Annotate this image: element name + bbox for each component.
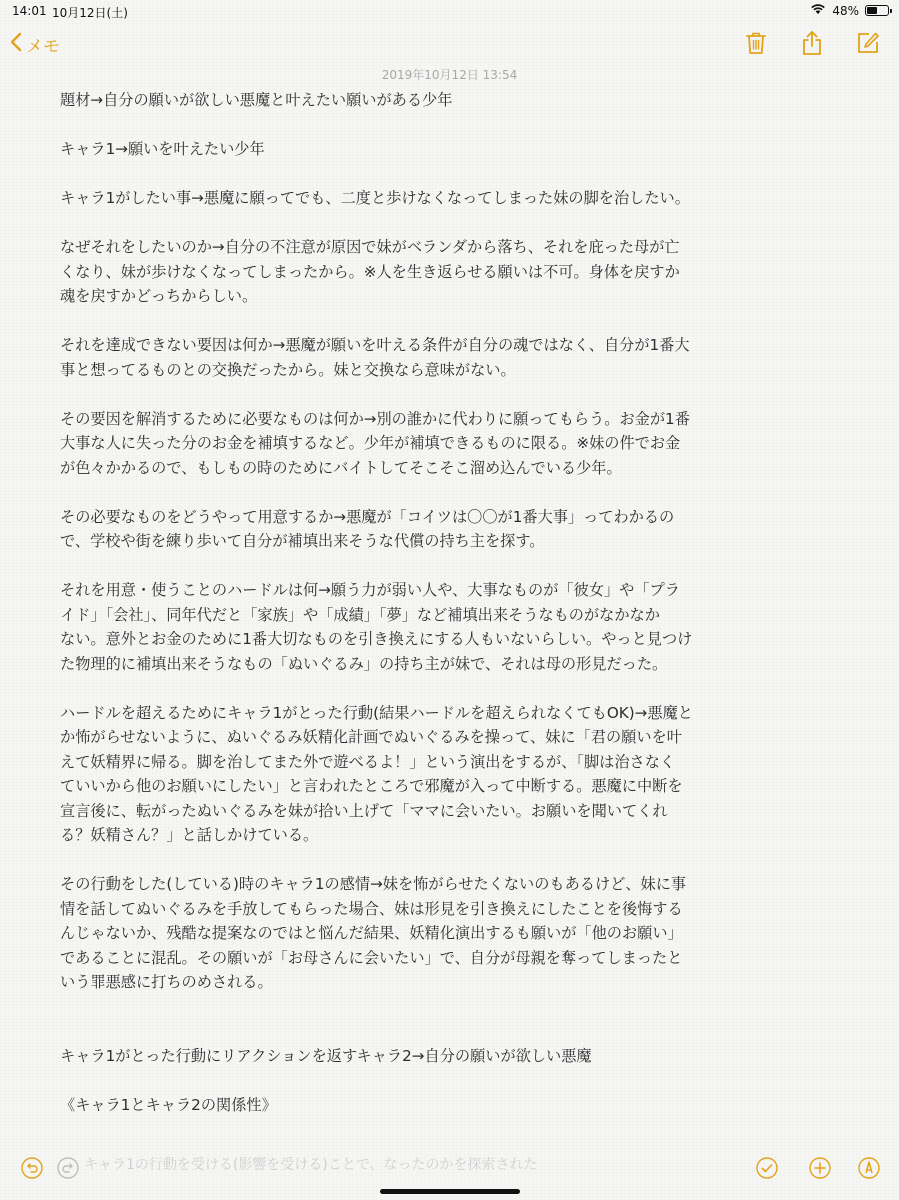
note-paragraph: ハードルを超えるためにキャラ1がとった行動(結果ハードルを超えられなくてもOK)→悪魔と か怖がらせないように、ぬいぐるみ妖精化計画でぬいぐるみを操って、妹に「君の願いを叶 えて妖精界に帰る。脚を治してまた外で遊べるよ！」という演出をするが、「脚は治さなく ていいから他のお願いにしたい」と言われたところで邪魔が入って中断する。悪魔に中断を 宣言後に、転がったぬいぐるみを妹が拾い上げて「ママに会いたい。お願いを聞いてくれ る？妖精さん？」と話しかけている。 bbox=[60, 703, 693, 844]
note-timestamp: 2019年10月12日 13:54 bbox=[381, 68, 518, 82]
battery-icon bbox=[865, 5, 889, 16]
note-paragraph: その行動をした(している)時のキャラ1の感情→妹を怖がらせたくないのもあるけど、妹に事 情を話してぬいぐるみを手放してもらった場合、妹は形見を引き換えにしたことを後悔する んじゃないか、残酷な提案なのではと悩んだ結果、妖精化演出するも願いが「他のお願い」 であることに混乱。その願いが「お母さんに会いたい」で、自分が母親を奪ってしまったと いう罪悪感に打ちのめされる。 bbox=[60, 875, 687, 991]
back-label: メモ bbox=[26, 37, 60, 57]
note-paragraph: その必要なものをどうやって用意するか→悪魔が「コイツは〇〇が1番大事」ってわかるの で、学校や街を練り歩いて自分が補填出来そうな代償の持ち主を探す。 bbox=[60, 507, 675, 550]
add-icon[interactable] bbox=[808, 1156, 832, 1180]
note-paragraph: キャラ1がしたい事→悪魔に願ってでも、二度と歩けなくなってしまった妹の脚を治したい。 bbox=[60, 189, 690, 207]
faded-note-line: キャラ1の行動を受ける(影響を受ける)ことで、なったのかを探索された bbox=[84, 1157, 538, 1173]
note-paragraph: それを達成できない要因は何か→悪魔が願いを叶える条件が自分の魂ではなく、自分が1番大 事と想ってるものとの交換だったから。妹と交換なら意味がない。 bbox=[60, 336, 690, 379]
checklist-icon[interactable] bbox=[755, 1156, 779, 1180]
note-paragraph: なぜそれをしたいのか→自分の不注意が原因で妹がベランダから落ち、それを庇った母が亡 くなり、妹が歩けなくなってしまったから。※人を生き返らせる願いは不可。身体を戻すか 魂を戻すかどっちからしい。 bbox=[60, 238, 680, 305]
chevron-left-icon bbox=[10, 32, 22, 57]
status-time: 14:01 bbox=[12, 4, 47, 18]
markup-pen-icon[interactable] bbox=[857, 1156, 881, 1180]
undo-icon[interactable] bbox=[20, 1156, 44, 1180]
note-body[interactable] bbox=[60, 88, 730, 1142]
share-icon[interactable] bbox=[799, 30, 825, 56]
note-paragraph: キャラ1→願いを叶えたい少年 bbox=[60, 140, 265, 158]
nav-bar bbox=[0, 26, 899, 62]
home-indicator[interactable] bbox=[380, 1189, 520, 1194]
compose-icon[interactable] bbox=[855, 30, 881, 56]
status-indicators bbox=[810, 3, 889, 18]
note-paragraph: その要因を解消するために必要なものは何か→別の誰かに代わりに願ってもらう。お金が1番 大事な人に失った分のお金を補填するなど。少年が補填できるものに限る。※妹の件でお金 が色々かかるので、もしもの時のためにバイトしてそこそこ溜め込んでいる少年。 bbox=[60, 409, 690, 477]
bottom-toolbar bbox=[0, 1148, 899, 1200]
note-paragraph: キャラ1がとった行動にリアクションを返すキャラ2→自分の願いが欲しい悪魔 bbox=[60, 1046, 592, 1065]
battery-level-fill bbox=[867, 7, 877, 14]
trash-icon[interactable] bbox=[743, 30, 769, 56]
note-paragraph: 題材→自分の願いが欲しい悪魔と叶えたい願いがある少年 bbox=[60, 91, 453, 109]
note-paragraph: 《キャラ1とキャラ2の関係性》 bbox=[60, 1095, 277, 1114]
redo-icon[interactable] bbox=[56, 1156, 80, 1180]
battery-percent: 48% bbox=[832, 3, 859, 18]
wifi-icon bbox=[810, 3, 826, 18]
status-bar bbox=[0, 0, 899, 22]
back-button[interactable] bbox=[10, 32, 60, 57]
nav-actions bbox=[743, 30, 881, 56]
status-date: 10月12日(土) bbox=[52, 6, 128, 20]
note-paragraph: それを用意・使うことのハードルは何→願う力が弱い人や、大事なものが「彼女」や「プラ イド」「会社」、同年代だと「家族」や「成績」「夢」など補填出来そうなものがなかなか ない。意外とお金のために1番大切なものを引き換えにする人もいないらしい。やっと見つけ た物理的に補填出来そうなもの「ぬいぐるみ」の持ち主が妹で、それは母の形見だった。 bbox=[60, 581, 693, 673]
